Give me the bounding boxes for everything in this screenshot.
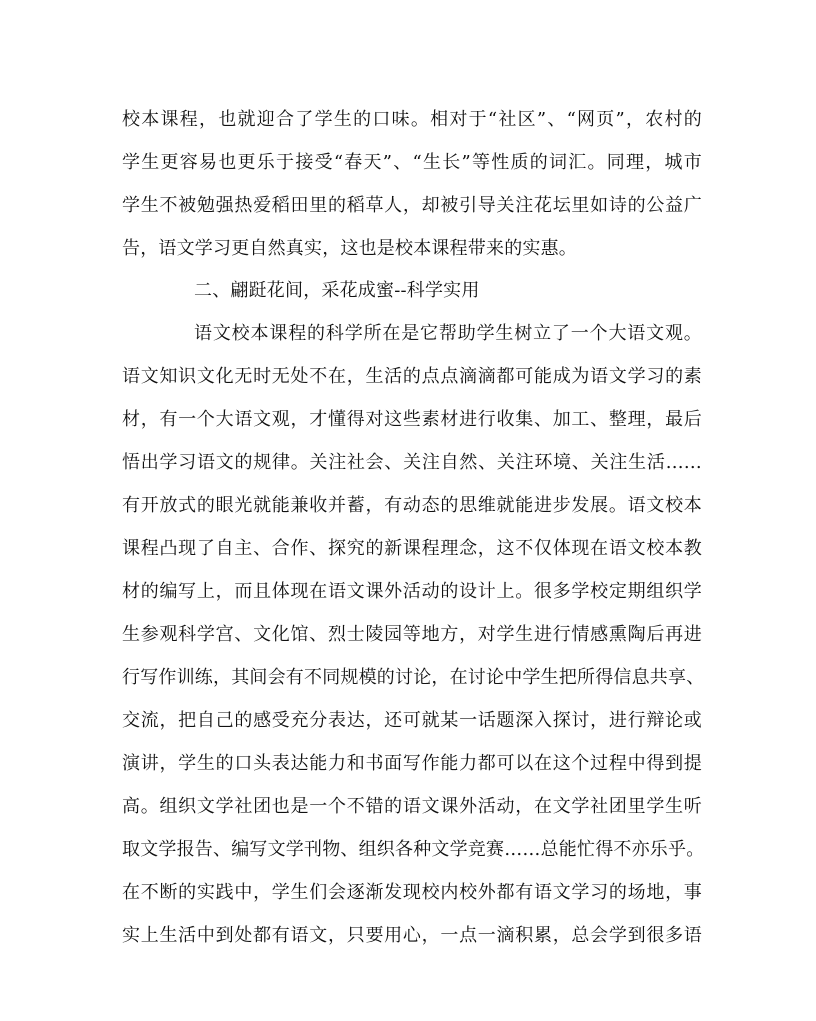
paragraph-1-line-1: 校本课程，也就迎合了学生的口味。相对于“社区”、“网页”，农村的 [122, 109, 702, 130]
paragraph-2-line-5: 有开放式的眼光就能兼收并蓄，有动态的思维就能进步发展。语文校本 [122, 495, 702, 516]
paragraph-1-line-2: 学生更容易也更乐于接受“春天”、“生长”等性质的词汇。同理，城市 [122, 152, 702, 173]
paragraph-2-line-15: 实上生活中到处都有语文，只要用心，一点一滴积累，总会学到很多语 [122, 925, 702, 946]
paragraph-1-line-3: 学生不被勉强热爱稻田里的稻草人，却被引导关注花坛里如诗的公益广 [122, 195, 702, 216]
paragraph-2-line-12: 高。组织文学社团也是一个不错的语文课外活动，在文学社团里学生听 [122, 796, 702, 817]
paragraph-2-line-14: 在不断的实践中，学生们会逐渐发现校内校外都有语文学习的场地，事 [122, 882, 702, 903]
paragraph-2-line-9: 行写作训练，其间会有不同规模的讨论，在讨论中学生把所得信息共享、 [122, 667, 705, 688]
paragraph-2-line-13: 取文学报告、编写文学刊物、组织各种文学竞赛……总能忙得不亦乐乎。 [122, 839, 705, 860]
paragraph-1-line-4: 告，语文学习更自然真实，这也是校本课程带来的实惠。 [122, 238, 577, 259]
paragraph-2-line-6: 课程凸现了自主、合作、探究的新课程理念，这不仅体现在语文校本教 [122, 538, 702, 559]
paragraph-2-line-11: 演讲，学生的口头表达能力和书面写作能力都可以在这个过程中得到提 [122, 753, 702, 774]
section-heading: 二、翩跹花间，采花成蜜--科学实用 [194, 280, 480, 301]
paragraph-2-line-7: 材的编写上，而且体现在语文课外活动的设计上。很多学校定期组织学 [122, 581, 702, 602]
paragraph-2-line-2: 语文知识文化无时无处不在，生活的点点滴滴都可能成为语文学习的素 [122, 366, 702, 387]
paragraph-2-line-4: 悟出学习语文的规律。关注社会、关注自然、关注环境、关注生活…… [122, 452, 702, 473]
paragraph-2-line-3: 材，有一个大语文观，才懂得对这些素材进行收集、加工、整理，最后 [122, 409, 702, 430]
paragraph-2-line-1: 语文校本课程的科学所在是它帮助学生树立了一个大语文观。 [194, 323, 702, 344]
paragraph-2-line-8: 生参观科学宫、文化馆、烈士陵园等地方，对学生进行情感熏陶后再进 [122, 624, 702, 645]
paragraph-2-line-10: 交流，把自己的感受充分表达，还可就某一话题深入探讨，进行辩论或 [122, 710, 702, 731]
